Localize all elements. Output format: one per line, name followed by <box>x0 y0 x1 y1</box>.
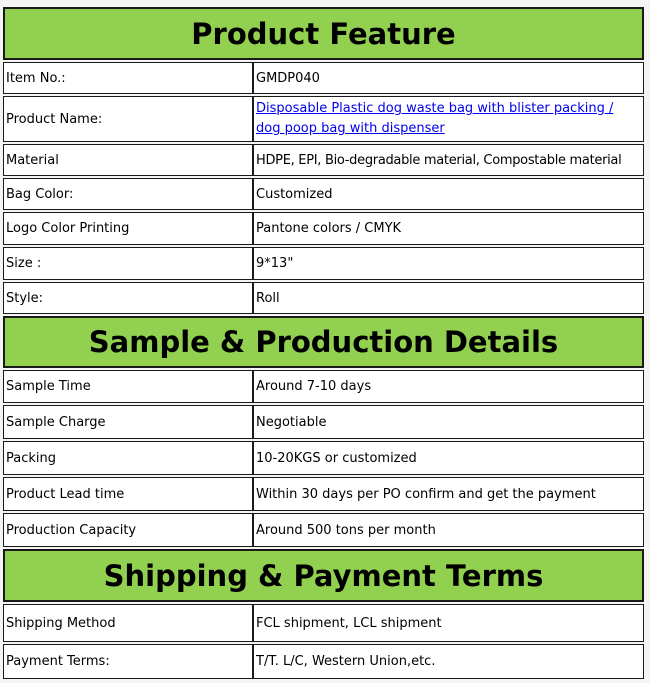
value-production-capacity: Around 500 tons per month <box>253 513 644 547</box>
section-header-product-feature: Product Feature <box>3 7 644 60</box>
label-item-no: Item No.: <box>3 62 253 94</box>
value-material: HDPE, EPI, Bio-degradable material, Compostable material <box>253 144 644 176</box>
value-bag-color: Customized <box>253 178 644 210</box>
value-style: Roll <box>253 282 644 314</box>
value-logo-color-printing: Pantone colors / CMYK <box>253 212 644 245</box>
label-production-capacity: Production Capacity <box>3 513 253 547</box>
value-item-no: GMDP040 <box>253 62 644 94</box>
label-shipping-method: Shipping Method <box>3 604 253 642</box>
label-sample-charge: Sample Charge <box>3 405 253 439</box>
label-material: Material <box>3 144 253 176</box>
value-size: 9*13" <box>253 247 644 280</box>
product-name-link-line1[interactable]: Disposable Plastic dog waste bag with blister packing / <box>256 101 614 116</box>
value-packing: 10-20KGS or customized <box>253 441 644 475</box>
value-sample-time: Around 7-10 days <box>253 370 644 403</box>
label-bag-color: Bag Color: <box>3 178 253 210</box>
label-logo-color-printing: Logo Color Printing <box>3 212 253 245</box>
value-shipping-method: FCL shipment, LCL shipment <box>253 604 644 642</box>
label-sample-time: Sample Time <box>3 370 253 403</box>
label-style: Style: <box>3 282 253 314</box>
label-packing: Packing <box>3 441 253 475</box>
label-product-lead-time: Product Lead time <box>3 477 253 511</box>
product-name-link-line2[interactable]: dog poop bag with dispenser <box>256 121 445 136</box>
value-product-lead-time: Within 30 days per PO confirm and get the payment <box>253 477 644 511</box>
section-header-sample-production: Sample & Production Details <box>3 316 644 368</box>
value-sample-charge: Negotiable <box>253 405 644 439</box>
section-header-shipping-payment: Shipping & Payment Terms <box>3 549 644 602</box>
value-payment-terms: T/T. L/C, Western Union,etc. <box>253 644 644 679</box>
label-size: Size : <box>3 247 253 280</box>
label-payment-terms: Payment Terms: <box>3 644 253 679</box>
label-product-name: Product Name: <box>3 96 253 142</box>
value-product-name <box>253 96 644 142</box>
